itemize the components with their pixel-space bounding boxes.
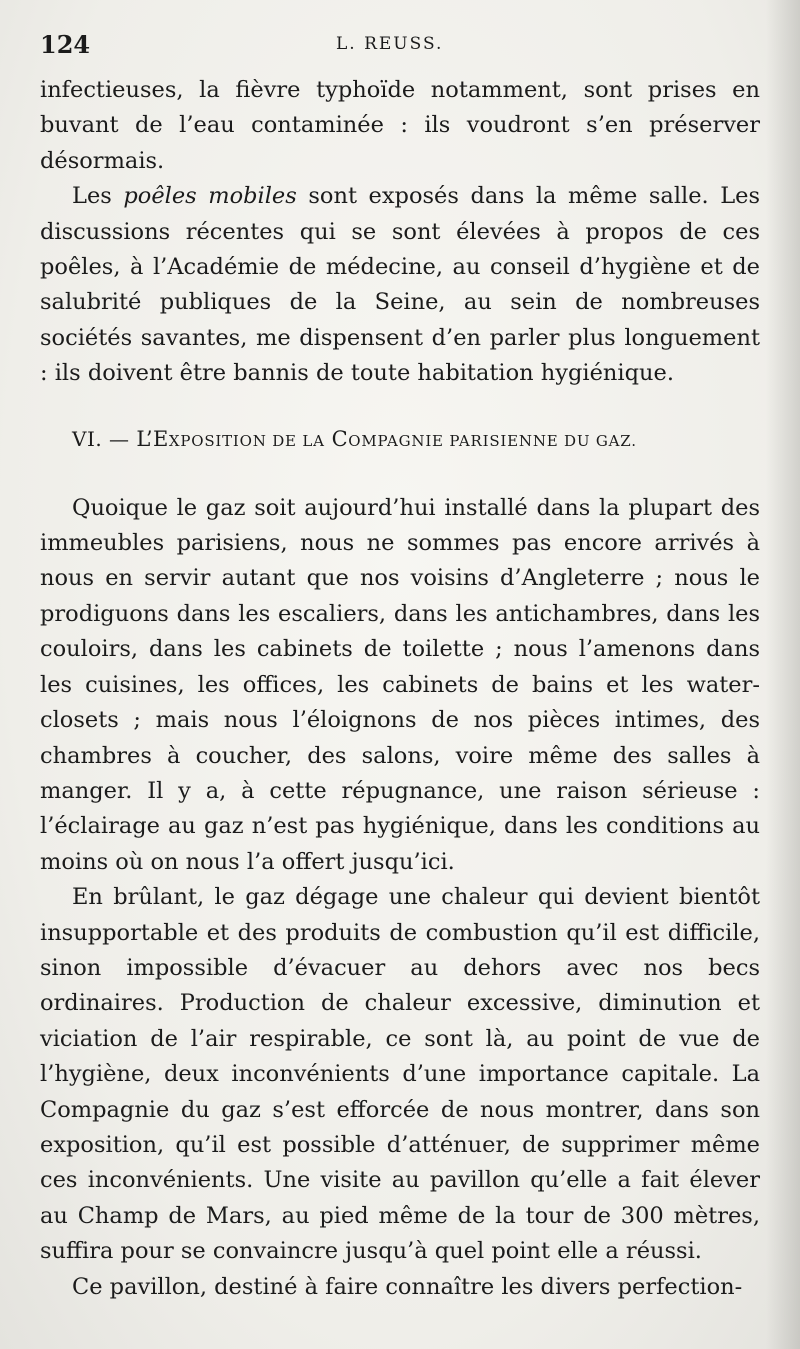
heading-small-2: OMPAGNIE PARISIENNE DU GAZ.: [348, 431, 637, 450]
section-number: VI. —: [72, 426, 130, 451]
paragraph-2-italic: poêles mobiles: [123, 183, 297, 210]
page-edge-shadow: [766, 0, 800, 1349]
running-title: L. REUSS.: [336, 34, 444, 54]
heading-cap-1: L’E: [136, 426, 169, 451]
paragraph-2-lead: Les: [72, 183, 112, 210]
heading-small-1: XPOSITION DE LA: [168, 431, 325, 450]
section-heading: [40, 425, 760, 455]
paragraph-5: Ce pavillon, destiné à faire connaître les divers perfection-: [72, 1273, 743, 1300]
body-text: [40, 73, 760, 1305]
paragraph-2-rest: sont exposés dans la même salle. Les discussions récentes qui se sont élevées à propos de ces poêles, à l’Académie de médecine, au conseil d’hygiène et de salubrité publiques de la Seine, au sein de nombreuses sociétés savantes, me dispensent d’en parler plus longuement : ils doivent être bannis de toute habitation hygiénique.: [40, 183, 761, 387]
paragraph-2: [40, 179, 760, 391]
paragraph-3: Quoique le gaz soit aujourd’hui installé dans la plupart des immeubles parisiens, nous ne sommes pas encore arrivés à nous en servir autant que nos voisins d’Angleterre ; nous le prodiguons dans les escaliers, dans les antichambres, dans les couloirs, dans les cabinets de toilette ; nous l’amenons dans les cuisines, les offices, les cabinets de bains et les water-closets ; mais nous l’éloignons de nos pièces intimes, des chambres à coucher, des salons, voire même des salles à manger. Il y a, à cette répugnance, une raison sérieuse : l’éclairage au gaz n’est pas hygiénique, dans les conditions au moins où on nous l’a offert jusqu’ici.: [40, 494, 760, 875]
heading-cap-2: C: [331, 426, 349, 451]
running-head: [40, 30, 730, 60]
paragraph-1: infectieuses, la fièvre typhoïde notamment, sont prises en buvant de l’eau contaminée : ils voudront s’en préserver désormais.: [40, 77, 760, 174]
paragraph-4: En brûlant, le gaz dégage une chaleur qui devient bientôt insupportable et des produits de combustion qu’il est difficile, sinon impossible d’évacuer au dehors avec nos becs ordinaires. Production de chaleur excessive, diminution et viciation de l’air respirable, ce sont là, au point de vue de l’hygiène, deux inconvénients d’une importance capitale. La Compagnie du gaz s’est efforcée de nous montrer, dans son exposition, qu’il est possible d’atténuer, de supprimer même ces inconvénients. Une visite au pavillon qu’elle a fait élever au Champ de Mars, au pied même de la tour de 300 mètres, suffira pour se convaincre jusqu’à quel point elle a réussi.: [40, 884, 760, 1265]
page-number: 124: [40, 30, 91, 59]
